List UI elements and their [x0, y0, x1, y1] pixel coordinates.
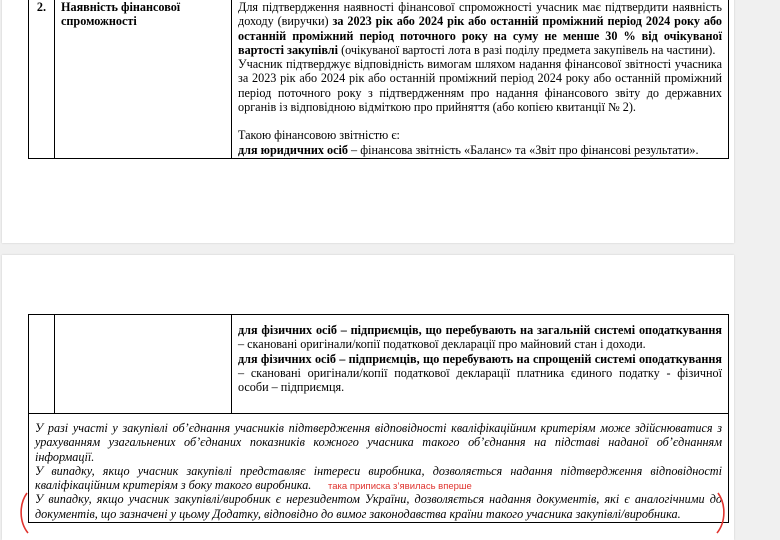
- requirement-text: – фінансова звітність «Баланс» та «Звіт про фінансові результати».: [348, 142, 699, 157]
- requirement-bold-text: для юридичних осіб: [238, 142, 348, 157]
- criterion-requirements: [232, 0, 729, 158]
- notes-cell: [29, 414, 729, 523]
- row-number: 2.: [29, 0, 55, 158]
- criterion-name-empty: [55, 315, 232, 414]
- requirement-text: (очікуваної вартості лота в разі поділу предмета закупівель на частини).: [338, 42, 716, 57]
- criterion-requirements-continued: [232, 315, 729, 414]
- row-number-empty: [29, 315, 55, 414]
- criteria-table-top: [28, 0, 729, 159]
- handwritten-annotation: така приписка з’явилась вперше: [328, 481, 472, 492]
- requirement-paragraph: [238, 352, 722, 395]
- table-row: [29, 414, 729, 523]
- requirement-paragraph: Такою фінансовою звітністю є:: [238, 128, 400, 143]
- requirement-text: Для підтвердження наявності фінансової спроможності учасник має підтвердити наявність доходу (виручки): [238, 0, 722, 29]
- requirement-text: – скановані оригінали/копії податкової декларації платника єдиного податку - фізичної особи – підприємця.: [238, 365, 722, 395]
- note-paragraph: У разі участі у закупівлі об’єднання учасників підтвердження відповідності кваліфікаційним критеріям може здійснюватися з урахуванням узагальнених об’єднаних показників кожного учасника такого об’єднання на підставі наданої об’єднанням інформації.: [35, 421, 722, 464]
- requirement-bold-text: за 2023 рік або 2024 рік або останній проміжний період 2024 року або останній проміжний період поточного року на суму не менше 30 % від очікуваної вартості закупівлі: [238, 14, 723, 57]
- requirement-bold-text: для фізичних осіб – підприємців, що перебувають на загальній системі оподаткування: [238, 323, 722, 337]
- note-paragraph: У випадку, якщо учасник закупівлі/виробник є нерезидентом України, дозволяється надання документів, які є аналогічними до документів, що зазначені у цьому Додатку, відповідно до вимог законодавства країни такого учасника закупівлі/виробника.: [35, 492, 722, 521]
- requirement-bold-text: для фізичних осіб – підприємців, що перебувають на спрощеній системі оподаткування: [238, 351, 722, 366]
- requirement-text: – скановані оригінали/копії податкової декларації про майновий стан і доходи.: [238, 337, 646, 352]
- requirement-paragraph: [238, 323, 722, 352]
- table-row: [29, 0, 729, 158]
- criterion-name: Наявність фінансової спроможності: [55, 0, 232, 158]
- document-page-1: [2, 0, 734, 243]
- note-paragraph: У випадку, якщо учасник закупівлі представляє інтереси виробника, дозволяється надання підтвердження відповідності кваліфікаційним критеріям з боку такого виробника.: [35, 463, 722, 493]
- table-row: [29, 315, 729, 414]
- requirement-paragraph: [238, 143, 722, 157]
- requirement-paragraph: Учасник підтверджує відповідність вимогам шляхом надання фінансової звітності учасника за 2023 рік або 2024 рік або останній проміжний період 2024 року або останній проміжний період поточного року з підтвердженням про надання фінансового звіту до державних органів із відповідною відміткою про прийняття (або копією квитанції № 2).: [238, 57, 722, 115]
- document-page-2: [2, 255, 734, 540]
- requirement-paragraph: [238, 0, 722, 57]
